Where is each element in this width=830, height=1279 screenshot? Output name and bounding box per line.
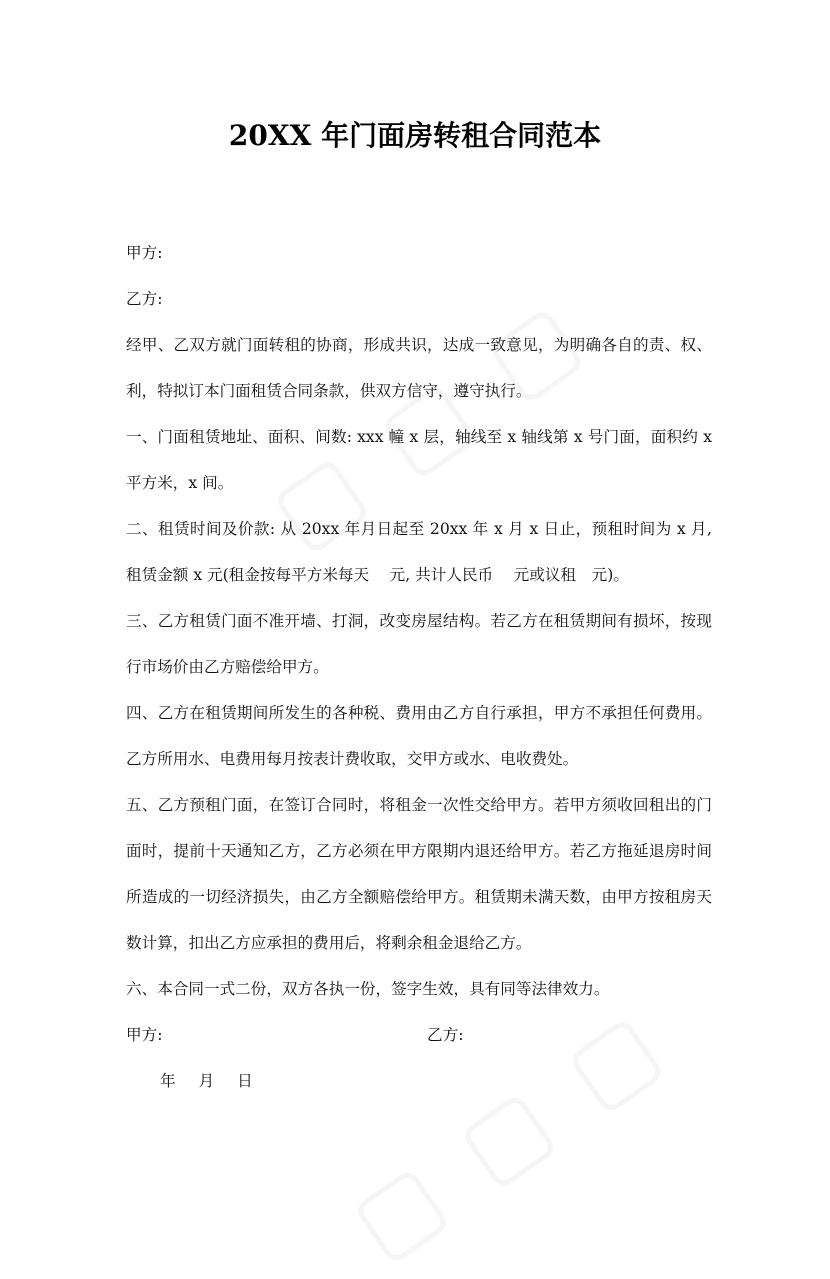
clause-5: 五、乙方预租门面，在签订合同时，将租金一次性交给甲方。若甲方须收回租出的门面时，提前十天通知乙方，乙方必须在甲方限期内退还给甲方。若乙方拖延退房时间所造成的一切经济损失，由乙方全额赔偿给甲方。租赁期未满天数，由甲方按租房天数计算，扣出乙方应承担的费用后，将剩余租金退给乙方。 (126, 796, 712, 952)
document-title: 20XX 年门面房转租合同范本 (228, 119, 602, 152)
signature-party-a: 甲方: (126, 1026, 163, 1044)
date-line (126, 1058, 712, 1104)
date-day: 日 (237, 1072, 253, 1090)
signature-party-b: 乙方: (427, 1026, 464, 1044)
clause-4: 四、乙方在租赁期间所发生的各种税、费用由乙方自行承担，甲方不承担任何费用。乙方所用水、电费用每月按表计费收取，交甲方或水、电收费处。 (126, 704, 712, 768)
party-b-label: 乙方: (126, 290, 163, 308)
clause-2: 二、租赁时间及价款: 从 20xx 年月日起至 20xx 年 x 月 x 日止，预租时间为 x 月, 租赁金额 x 元(租金按每平方米每天 元, 共计人民币 元或议租 元)。 (126, 520, 712, 584)
clause-3: 三、乙方租赁门面不准开墙、打洞，改变房屋结构。若乙方在租赁期间有损坏，按现行市场价由乙方赔偿给甲方。 (126, 612, 712, 676)
intro-paragraph: 经甲、乙双方就门面转租的协商，形成共识，达成一致意见，为明确各自的责、权、利，特拟订本门面租赁合同条款，供双方信守，遵守执行。 (126, 336, 712, 400)
document-body (126, 230, 712, 1104)
clause-6: 六、本合同一式二份，双方各执一份，签字生效，具有同等法律效力。 (126, 980, 610, 998)
party-a-label: 甲方: (126, 244, 163, 262)
date-year: 年 (160, 1072, 176, 1090)
date-month: 月 (198, 1072, 215, 1090)
clause-1: 一、门面租赁地址、面积、间数: xxx 幢 x 层，轴线至 x 轴线第 x 号门面，面积约 x 平方米，x 间。 (126, 428, 712, 492)
signature-row (126, 1012, 712, 1058)
